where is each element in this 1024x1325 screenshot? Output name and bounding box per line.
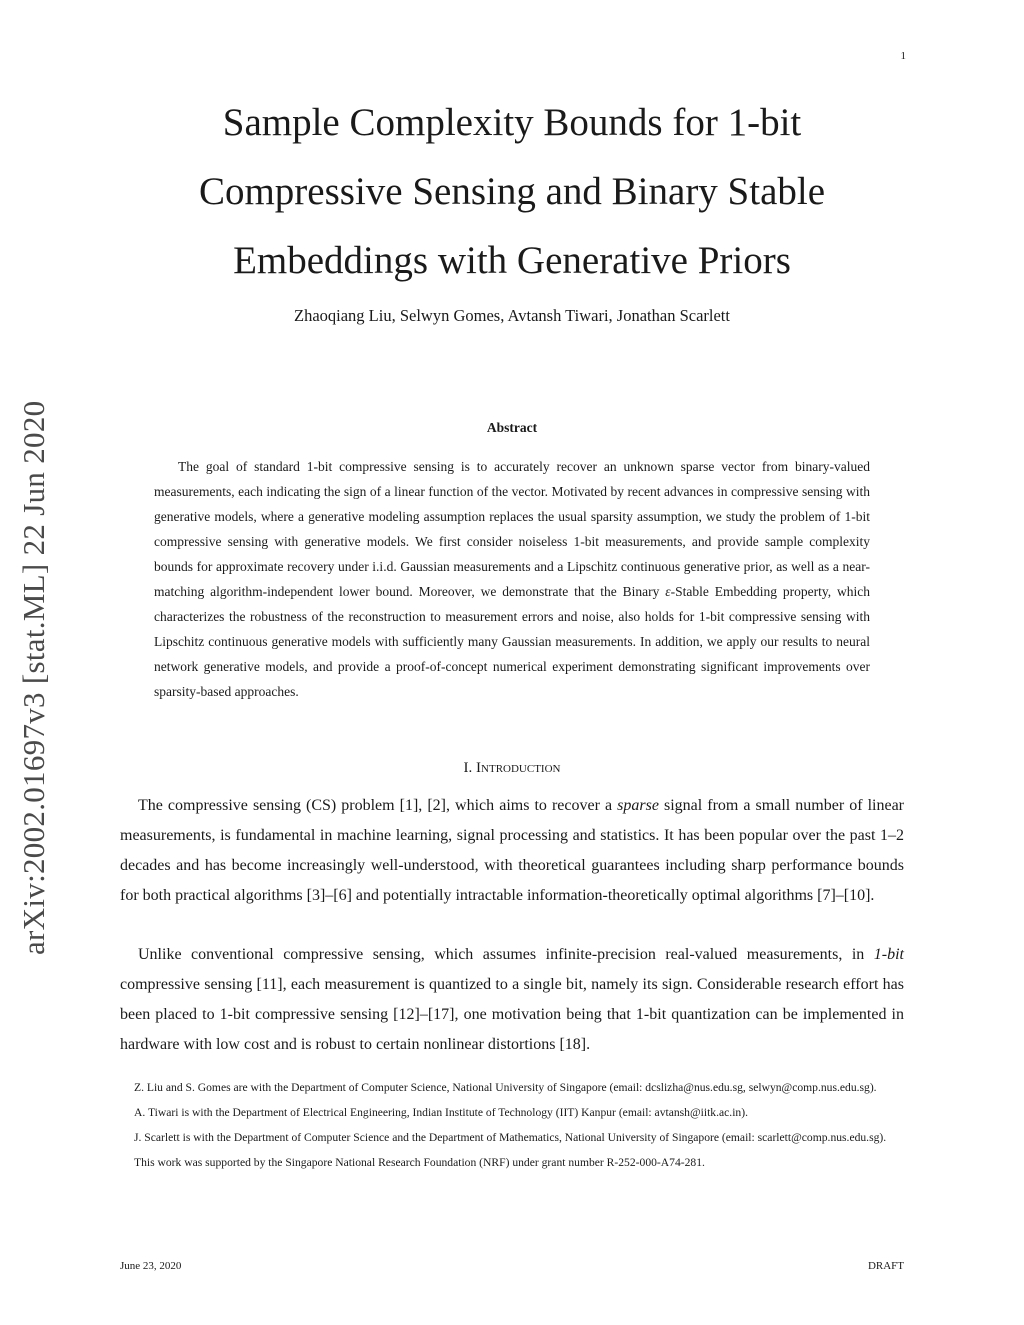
footnotes (120, 1078, 904, 1178)
paper-title (120, 88, 904, 295)
title-line: Sample Complexity Bounds for 1-bit (222, 101, 802, 144)
footnote: This work was supported by the Singapore National Research Foundation (NRF) under grant number R-252-000-A74-281. (134, 1156, 705, 1169)
paragraph-text: The compressive sensing (CS) problem [1], [2], which aims to recover a (138, 797, 618, 814)
footer-draft-label: DRAFT (867, 1260, 904, 1272)
abstract-text (154, 454, 870, 704)
emphasis-text: sparse (617, 797, 659, 814)
abstract-heading: Abstract (486, 420, 538, 435)
section-number: I. (463, 760, 473, 776)
page-number: 1 (900, 50, 906, 62)
abstract-text-part: -Stable Embedding property, which characterizes the robustness of the reconstruction to measurement errors and noise, also holds for 1-bit compressive sensing with Lipschitz continuous generative models with sufficiently many Gaussian measurements. In addition, we apply our results to neural network generative models, and provide a proof-of-concept numerical experiment demonstrating significant improvements over sparsity-based approaches. (154, 584, 870, 699)
section-title: Introduction (476, 760, 561, 776)
footnote: Z. Liu and S. Gomes are with the Department of Computer Science, National University of Singapore (email: dcslizha@nus.edu.sg, selwyn@comp.nus.edu.sg). (134, 1081, 877, 1094)
paragraph-text: Unlike conventional compressive sensing, which assumes infinite-precision real-valued measurements, in (138, 946, 874, 963)
emphasis-text: 1-bit (873, 946, 904, 963)
footnote: A. Tiwari is with the Department of Electrical Engineering, Indian Institute of Technology (IIT) Kanpur (email: avtansh@iitk.ac.in). (134, 1106, 748, 1119)
author-list: Zhaoqiang Liu, Selwyn Gomes, Avtansh Tiwari, Jonathan Scarlett (294, 306, 730, 325)
section-heading (120, 760, 904, 777)
title-line: Compressive Sensing and Binary Stable (198, 170, 826, 213)
title-line: Embeddings with Generative Priors (233, 239, 791, 282)
intro-paragraph (120, 791, 904, 911)
paragraph-text: compressive sensing [11], each measurement is quantized to a single bit, namely its sign. Considerable research effort has been placed to 1-bit compressive sensing [12]–[17], one motivation being that 1-bit quantization can be implemented in hardware with low cost and is robust to certain nonlinear distortions [18]. (120, 976, 904, 1053)
intro-paragraph (120, 940, 904, 1060)
arxiv-identifier: arXiv:2002.01697v3 [stat.ML] 22 Jun 2020 (16, 400, 51, 955)
abstract-text-part: The goal of standard 1-bit compressive sensing is to accurately recover an unknown sparse vector from binary-valued measurements, each indicating the sign of a linear function of the vector. Motivated by recent advances in compressive sensing with generative models, where a generative modeling assumption replaces the usual sparsity assumption, we study the problem of 1-bit compressive sensing with generative models. We first consider noiseless 1-bit measurements, and provide sample complexity bounds for approximate recovery under i.i.d. Gaussian measurements and a Lipschitz continuous generative prior, as well as a near-matching algorithm-independent lower bound. Moreover, we demonstrate that the Binary (154, 459, 870, 599)
paragraph-text: signal from a small number of linear measurements, is fundamental in machine learning, signal processing and statistics. It has been popular over the past 1–2 decades and has become increasingly well-understood, with theoretical guarantees including sharp performance bounds for both practical algorithms [3]–[6] and potentially intractable information-theoretically optimal algorithms [7]–[10]. (120, 797, 904, 904)
footnote: J. Scarlett is with the Department of Computer Science and the Department of Mathematics, National University of Singapore (email: scarlett@comp.nus.edu.sg). (134, 1131, 887, 1144)
footer-date: June 23, 2020 (120, 1260, 182, 1272)
epsilon-symbol: ε (665, 584, 671, 599)
